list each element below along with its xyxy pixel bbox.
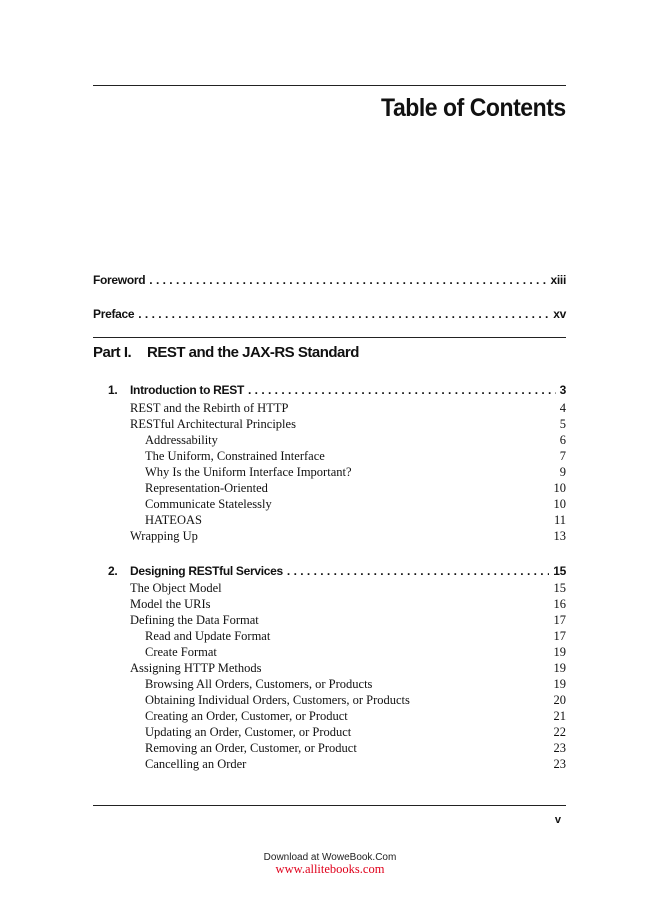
toc-entry[interactable]	[145, 724, 566, 740]
entry-title: Updating an Order, Customer, or Product	[145, 725, 352, 739]
part-heading[interactable]	[93, 344, 359, 361]
entry-page: 4	[559, 401, 566, 415]
page-number: v	[554, 814, 561, 826]
toc-entry[interactable]	[145, 464, 566, 480]
entry-title: Representation-Oriented	[145, 481, 268, 495]
entry-title: Addressability	[145, 433, 218, 447]
toc-entry[interactable]	[130, 528, 566, 544]
dot-leader	[248, 383, 556, 397]
chapter-title: Introduction to REST	[130, 383, 244, 397]
entry-page: 23	[553, 757, 566, 771]
toc-entry[interactable]	[145, 676, 566, 692]
entry-page: 17	[553, 629, 566, 643]
chapter-title: Designing RESTful Services	[130, 564, 283, 578]
part-title: REST and the JAX-RS Standard	[147, 344, 359, 361]
entry-page: 9	[559, 465, 566, 479]
dot-leader	[138, 307, 549, 321]
toc-entry[interactable]	[145, 708, 566, 724]
toc-entry[interactable]	[130, 660, 566, 676]
entry-page: 11	[553, 513, 566, 527]
toc-entry[interactable]	[145, 480, 566, 496]
toc-entry[interactable]	[145, 448, 566, 464]
chapter-number: 2.	[108, 564, 118, 578]
toc-entry[interactable]	[130, 596, 566, 612]
entry-page: 13	[553, 529, 566, 543]
foreword-label: Foreword	[93, 273, 146, 287]
toc-chapter-1[interactable]	[108, 383, 566, 397]
entry-title: Why Is the Uniform Interface Important?	[145, 465, 352, 479]
dot-leader	[287, 564, 549, 578]
toc-entry[interactable]	[130, 400, 566, 416]
entry-page: 17	[553, 613, 566, 627]
part-rule	[93, 337, 566, 338]
entry-title: Assigning HTTP Methods	[130, 661, 262, 675]
toc-entry[interactable]	[130, 612, 566, 628]
toc-entry[interactable]	[145, 644, 566, 660]
chapter-number: 1.	[108, 383, 118, 397]
entry-page: 10	[553, 497, 566, 511]
toc-entry[interactable]	[145, 628, 566, 644]
entry-title: Create Format	[145, 645, 217, 659]
entry-title: REST and the Rebirth of HTTP	[130, 401, 289, 415]
entry-page: 10	[553, 481, 566, 495]
entry-page: 16	[553, 597, 566, 611]
watermark-url[interactable]: www.allitebooks.com	[275, 862, 385, 876]
entry-title: HATEOAS	[145, 513, 202, 527]
toc-entry[interactable]	[130, 580, 566, 596]
toc-foreword[interactable]	[93, 273, 566, 287]
toc-preface[interactable]	[93, 307, 566, 321]
entry-page: 19	[553, 677, 566, 691]
preface-page: xv	[553, 307, 566, 321]
toc-entry[interactable]	[130, 416, 566, 432]
entry-page: 21	[553, 709, 566, 723]
entry-page: 7	[559, 449, 566, 463]
dot-leader	[149, 273, 546, 287]
entry-title: The Object Model	[130, 581, 222, 595]
chapter-page: 15	[553, 564, 566, 578]
download-notice: Download at WoweBook.Com	[263, 852, 397, 863]
entry-title: Browsing All Orders, Customers, or Products	[145, 677, 373, 691]
foreword-page: xiii	[550, 273, 566, 287]
chapter-page: 3	[559, 383, 566, 397]
part-number: Part I.	[93, 344, 132, 361]
entry-title: RESTful Architectural Principles	[130, 417, 296, 431]
preface-label: Preface	[93, 307, 135, 321]
entry-title: Creating an Order, Customer, or Product	[145, 709, 348, 723]
entry-title: Communicate Statelessly	[145, 497, 272, 511]
toc-entry[interactable]	[145, 692, 566, 708]
entry-title: Obtaining Individual Orders, Customers, or Products	[145, 693, 410, 707]
bottom-rule	[93, 805, 566, 806]
entry-page: 5	[559, 417, 566, 431]
entry-title: Read and Update Format	[145, 629, 271, 643]
entry-page: 19	[553, 645, 566, 659]
entry-page: 6	[559, 433, 566, 447]
entry-title: Wrapping Up	[130, 529, 198, 543]
toc-entry[interactable]	[145, 740, 566, 756]
toc-entry[interactable]	[145, 512, 566, 528]
entry-title: The Uniform, Constrained Interface	[145, 449, 325, 463]
page-title: Table of Contents	[381, 94, 566, 122]
entry-page: 22	[553, 725, 566, 739]
toc-entry[interactable]	[145, 432, 566, 448]
top-rule	[93, 85, 566, 86]
toc-entry[interactable]	[145, 496, 566, 512]
entry-page: 15	[553, 581, 566, 595]
entry-title: Defining the Data Format	[130, 613, 259, 627]
entry-page: 23	[553, 741, 566, 755]
toc-chapter-2[interactable]	[108, 564, 566, 578]
entry-title: Cancelling an Order	[145, 757, 247, 771]
entry-title: Removing an Order, Customer, or Product	[145, 741, 357, 755]
toc-entry[interactable]	[145, 756, 566, 772]
entry-page: 20	[553, 693, 566, 707]
entry-page: 19	[553, 661, 566, 675]
entry-title: Model the URIs	[130, 597, 211, 611]
